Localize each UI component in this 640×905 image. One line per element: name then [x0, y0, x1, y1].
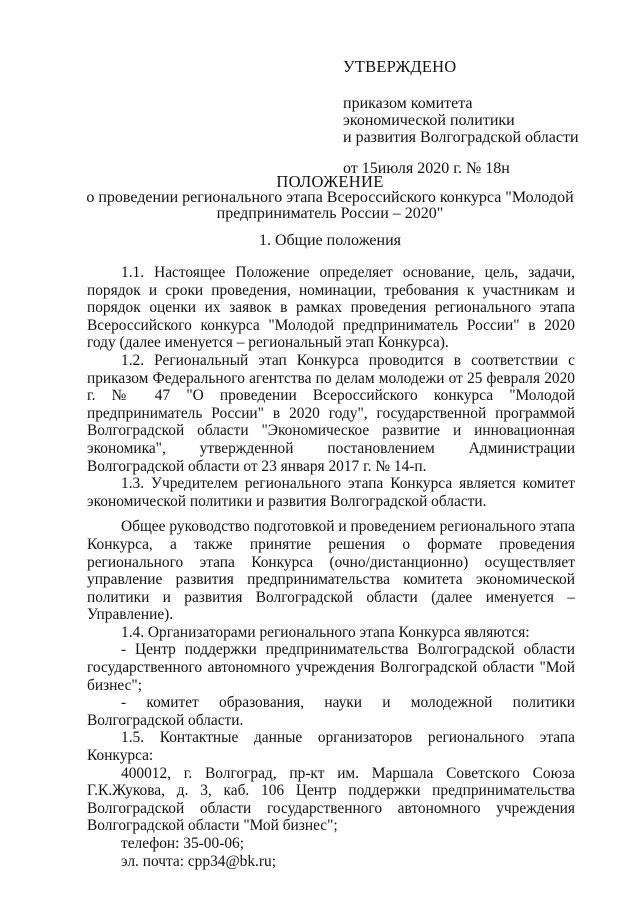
paragraph-1-2: 1.2. Региональный этап Конкурса проводится в соответствии с приказом Федерального агентства по делам молодежи от 25 февраля 2020 г. № 47 "О проведении Всероссийского конкурса "Молодой предприниматель России" в 2020 году", государственной программой Волгоградской области "Экономическое развитие и инновационная экономика", утвержденной постановлением Администрации Волгоградской области от 23 января 2017 г. № 14-п. — [87, 351, 575, 475]
document-subtitle-line-2: предприниматель России – 2020" — [216, 205, 444, 222]
approval-block — [343, 58, 603, 177]
approval-title: УТВЕРЖДЕНО — [343, 57, 457, 76]
paragraph-1-1: 1.1. Настоящее Положение определяет основание, цель, задачи, порядок и сроки проведения, номинации, требования к участникам и порядок оценки их заявок в рамках проведения регионального этапа Всероссийского конкурса "Молодой предприниматель России" в 2020 году (далее именуется – региональный этап Конкурса). — [87, 264, 575, 352]
approval-line-2: экономической политики — [343, 112, 515, 129]
paragraph-1-3-general: Общее руководство подготовкой и проведением регионального этапа Конкурса, а также принятие решения о формате проведения регионального этапа Конкурса (очно/дистанционно) осуществляет управление развития предпринимательства комитета экономической политики и развития Волгоградской области (далее именуется – Управление). — [87, 518, 575, 624]
document-title: ПОЛОЖЕНИЕ — [276, 172, 384, 191]
document-heading — [70, 174, 590, 222]
contact-phone: телефон: 35-00-06; — [121, 835, 244, 852]
list-item-organizer-1: - Центр поддержки предпринимательства Волгоградской области государственного автономного учреждения Волгоградской области "Мой бизнес"; — [87, 641, 575, 694]
document-body — [87, 264, 575, 870]
contact-email: эл. почта: cpp34@bk.ru; — [121, 852, 276, 870]
document-subtitle-line-1: о проведении регионального этапа Всероссийского конкурса "Молодой — [86, 189, 574, 206]
section-title: 1. Общие положения — [258, 232, 402, 249]
approval-order: от 15июля 2020 г. № 18н — [343, 160, 510, 177]
paragraph-1-4: 1.4. Организаторами регионального этапа Конкурса являются: — [121, 623, 530, 641]
paragraph-1-5: 1.5. Контактные данные организаторов регионального этапа Конкурса: — [87, 729, 575, 765]
contact-address: 400012, г. Волгоград, пр-кт им. Маршала Советского Союза Г.К.Жукова, д. 3, каб. 106 Центр поддержки предпринимательства Волгоградской области государственного автономного учреждения Волгоградской области "Мой бизнес"; — [87, 764, 575, 835]
approval-line-3: и развития Волгоградской области — [343, 129, 579, 146]
paragraph-1-3: 1.3. Учредителем регионального этапа Конкурса является комитет экономической политики и развития Волгоградской области. — [87, 475, 575, 510]
approval-line-1: приказом комитета — [343, 95, 473, 112]
list-item-organizer-2: - комитет образования, науки и молодежной политики Волгоградской области. — [87, 694, 575, 729]
